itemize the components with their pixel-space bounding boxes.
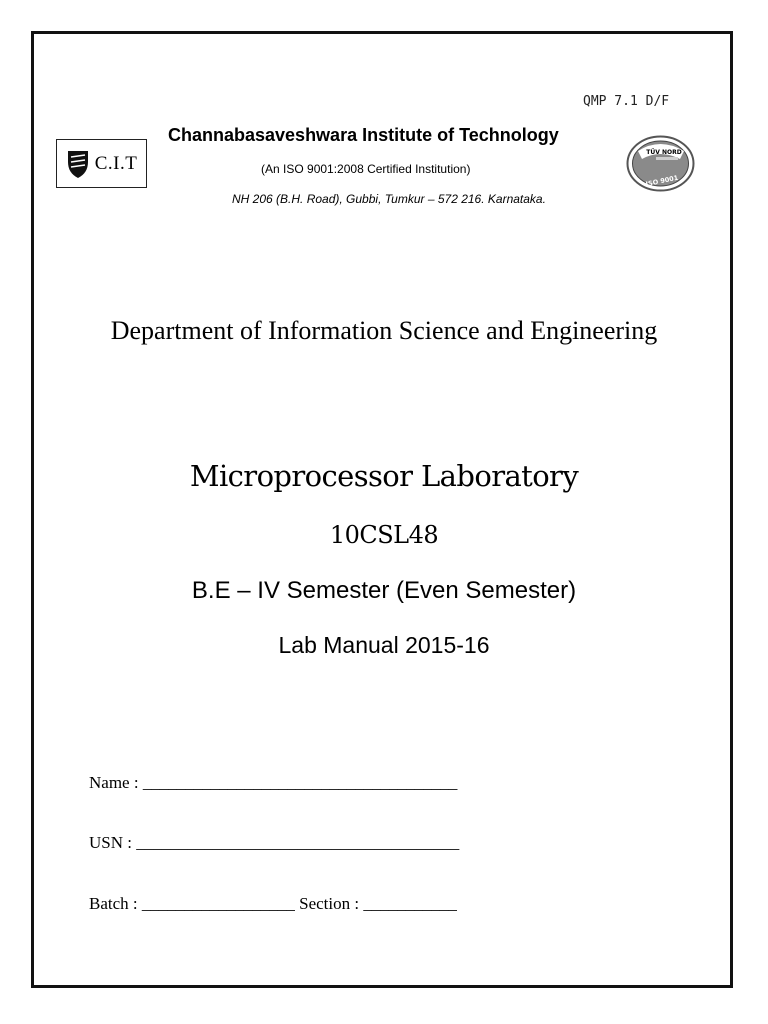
iso-certification: (An ISO 9001:2008 Certified Institution) (261, 162, 471, 176)
iso-seal (626, 135, 695, 192)
seal-top-text: TÜV NORD (646, 149, 682, 156)
name-field[interactable]: Name : _____________________________________ (89, 773, 458, 792)
manual-year: Lab Manual 2015-16 (278, 632, 490, 658)
subject-code: 10CSL48 (329, 521, 439, 549)
cit-logo (56, 139, 147, 188)
department-name: Department of Information Science and Engineering (110, 316, 658, 345)
batch-section-field[interactable]: Batch : __________________ Section : ___________ (89, 894, 457, 913)
usn-field[interactable]: USN : ______________________________________ (89, 833, 460, 852)
document-code: QMP 7.1 D/F (583, 94, 670, 109)
seal-bottom-text: ISO 9001 (645, 173, 679, 189)
semester-info: B.E – IV Semester (Even Semester) (191, 577, 577, 604)
institution-address: NH 206 (B.H. Road), Gubbi, Tumkur – 572 216. Karnataka. (232, 192, 546, 206)
shield-icon (66, 149, 90, 179)
logo-text: C.I.T (94, 152, 138, 174)
subject-title: Microprocessor Laboratory (189, 459, 579, 493)
institution-name: Channabasaveshwara Institute of Technology (168, 125, 559, 145)
